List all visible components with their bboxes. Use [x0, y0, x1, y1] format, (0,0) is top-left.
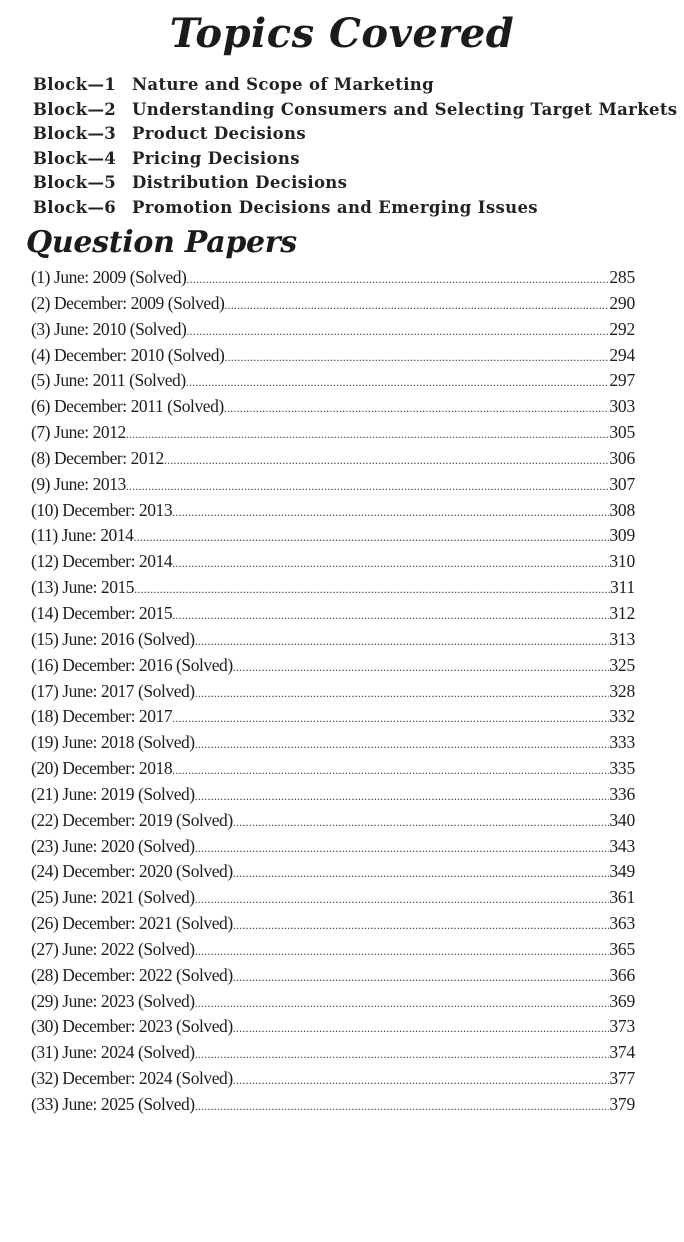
dot-leader	[195, 1042, 610, 1068]
block-item	[33, 73, 673, 98]
page-number: 328	[609, 680, 635, 701]
page-number: 285	[609, 267, 635, 287]
question-paper-entry	[31, 859, 635, 885]
question-paper-label: (28) December: 2022 (Solved)	[31, 964, 233, 985]
question-paper-label: (24) December: 2020 (Solved)	[31, 861, 233, 882]
block-item	[33, 147, 673, 172]
dot-leader	[233, 965, 610, 991]
question-paper-entry	[31, 627, 635, 653]
question-paper-label: (11) June: 2014	[31, 525, 134, 546]
question-paper-entry	[31, 394, 635, 420]
page-number: 361	[609, 887, 635, 908]
page-title: Topics Covered	[169, 10, 515, 57]
dot-leader	[195, 1094, 610, 1120]
question-paper-entry	[31, 808, 635, 834]
page-number: 377	[609, 1068, 635, 1089]
question-paper-entry	[31, 343, 635, 369]
question-paper-entry	[31, 937, 635, 963]
page-number: 312	[609, 602, 635, 623]
page-number: 332	[609, 706, 635, 727]
dot-leader	[233, 1068, 610, 1094]
page-number: 379	[609, 1094, 635, 1114]
question-paper-entry	[31, 601, 635, 627]
dot-leader	[195, 784, 610, 810]
dot-leader	[172, 551, 609, 577]
block-label: Block—3	[33, 124, 117, 144]
question-paper-entry	[31, 472, 635, 498]
question-paper-list	[31, 265, 635, 1118]
question-paper-label: (20) December: 2018	[31, 758, 173, 779]
page-number: 336	[609, 783, 635, 804]
block-title: Nature and Scope of Marketing	[132, 75, 435, 94]
question-paper-label: (33) June: 2025 (Solved)	[31, 1094, 195, 1114]
question-paper-entry	[31, 368, 635, 394]
block-item	[33, 122, 673, 147]
question-paper-label: (8) December: 2012	[31, 447, 164, 468]
question-paper-label: (26) December: 2021 (Solved)	[31, 913, 233, 934]
block-label: Block—4	[33, 148, 117, 168]
question-paper-entry	[31, 963, 635, 989]
dot-leader	[186, 267, 609, 293]
question-paper-label: (2) December: 2009 (Solved)	[31, 292, 225, 313]
page-number: 325	[609, 654, 635, 675]
page-number: 311	[609, 577, 635, 598]
question-paper-label: (13) June: 2015	[31, 577, 135, 598]
question-paper-label: (12) December: 2014	[31, 551, 173, 572]
page-number: 343	[609, 835, 635, 856]
question-paper-entry	[31, 704, 635, 730]
dot-leader	[195, 939, 610, 965]
dot-leader	[233, 655, 610, 681]
question-paper-entry	[31, 549, 635, 575]
question-paper-label: (25) June: 2021 (Solved)	[31, 887, 195, 908]
question-paper-entry	[31, 265, 635, 291]
question-paper-entry	[31, 446, 635, 472]
dot-leader	[172, 500, 609, 526]
page-number: 292	[609, 318, 635, 339]
question-paper-entry	[31, 756, 635, 782]
dot-leader	[195, 887, 610, 913]
page-number: 335	[609, 758, 635, 779]
block-label: Block—5	[33, 173, 117, 193]
question-paper-label: (23) June: 2020 (Solved)	[31, 835, 195, 856]
question-paper-label: (31) June: 2024 (Solved)	[31, 1042, 195, 1063]
page-number: 340	[609, 809, 635, 830]
question-paper-label: (21) June: 2019 (Solved)	[31, 783, 195, 804]
question-paper-label: (32) December: 2024 (Solved)	[31, 1068, 233, 1089]
question-paper-entry	[31, 317, 635, 343]
question-paper-entry	[31, 523, 635, 549]
question-paper-entry	[31, 498, 635, 524]
dot-leader	[233, 861, 610, 887]
dot-leader	[195, 732, 610, 758]
block-title: Pricing Decisions	[132, 148, 300, 168]
page-number: 309	[609, 525, 635, 546]
question-paper-label: (9) June: 2013	[31, 473, 126, 494]
block-title: Understanding Consumers and Selecting Target Markets	[132, 99, 678, 119]
question-paper-label: (29) June: 2023 (Solved)	[31, 990, 195, 1011]
page-number: 373	[609, 1016, 635, 1037]
page-number: 297	[609, 370, 635, 391]
dot-leader	[126, 422, 610, 448]
block-list	[33, 73, 678, 221]
dot-leader	[224, 293, 609, 319]
question-paper-entry	[31, 575, 635, 601]
question-paper-entry	[31, 1092, 635, 1118]
dot-leader	[172, 706, 609, 732]
block-title: Distribution Decisions	[132, 173, 348, 193]
dot-leader	[195, 836, 610, 862]
question-paper-entry	[31, 679, 635, 705]
question-paper-label: (6) December: 2011 (Solved)	[31, 396, 224, 417]
page-number: 308	[609, 499, 635, 520]
page-number: 363	[609, 913, 635, 934]
question-paper-label: (1) June: 2009 (Solved)	[31, 267, 187, 287]
question-paper-entry	[31, 1014, 635, 1040]
section-heading: Question Papers	[26, 225, 297, 260]
page-number: 303	[609, 396, 635, 417]
page-number: 365	[609, 938, 635, 959]
dot-leader	[186, 370, 610, 396]
question-paper-entry	[31, 782, 635, 808]
page-number: 349	[609, 861, 635, 882]
page-number: 306	[609, 447, 635, 468]
block-label: Block—1	[33, 75, 117, 94]
question-paper-label: (15) June: 2016 (Solved)	[31, 628, 195, 649]
question-paper-label: (7) June: 2012	[31, 422, 126, 443]
dot-leader	[172, 603, 609, 629]
question-paper-label: (19) June: 2018 (Solved)	[31, 732, 195, 753]
question-paper-label: (5) June: 2011 (Solved)	[31, 370, 186, 391]
page-number: 310	[609, 551, 635, 572]
question-paper-entry	[31, 1040, 635, 1066]
dot-leader	[133, 525, 609, 551]
question-paper-label: (3) June: 2010 (Solved)	[31, 318, 187, 339]
question-paper-label: (4) December: 2010 (Solved)	[31, 344, 225, 365]
page-number: 290	[609, 292, 635, 313]
question-paper-entry	[31, 653, 635, 679]
dot-leader	[233, 810, 610, 836]
question-paper-label: (30) December: 2023 (Solved)	[31, 1016, 233, 1037]
question-paper-entry	[31, 420, 635, 446]
question-paper-entry	[31, 834, 635, 860]
question-paper-entry	[31, 1066, 635, 1092]
dot-leader	[195, 629, 610, 655]
dot-leader	[224, 396, 610, 422]
page-number: 369	[609, 990, 635, 1011]
block-item	[33, 98, 678, 123]
block-item	[33, 196, 673, 221]
dot-leader	[233, 913, 610, 939]
dot-leader	[195, 991, 610, 1017]
page-number: 313	[609, 628, 635, 649]
question-paper-entry	[31, 730, 635, 756]
question-paper-label: (14) December: 2015	[31, 602, 173, 623]
question-paper-label: (16) December: 2016 (Solved)	[31, 654, 233, 675]
dot-leader	[186, 319, 609, 345]
dot-leader	[126, 474, 610, 500]
dot-leader	[224, 345, 609, 371]
page-number: 307	[609, 473, 635, 494]
page-number: 305	[609, 422, 635, 443]
page-number: 374	[609, 1042, 635, 1063]
block-label: Block—2	[33, 99, 117, 119]
question-paper-entry	[31, 989, 635, 1015]
question-paper-label: (17) June: 2017 (Solved)	[31, 680, 195, 701]
question-paper-label: (10) December: 2013	[31, 499, 173, 520]
block-title: Promotion Decisions and Emerging Issues	[132, 197, 538, 217]
question-paper-entry	[31, 911, 635, 937]
question-paper-label: (22) December: 2019 (Solved)	[31, 809, 233, 830]
question-paper-label: (18) December: 2017	[31, 706, 173, 727]
block-item	[33, 171, 673, 196]
page-number: 366	[609, 964, 635, 985]
dot-leader	[164, 448, 610, 474]
dot-leader	[195, 681, 610, 707]
dot-leader	[233, 1016, 610, 1042]
page-number: 333	[609, 732, 635, 753]
question-paper-label: (27) June: 2022 (Solved)	[31, 938, 195, 959]
question-paper-entry	[31, 291, 635, 317]
dot-leader	[172, 758, 609, 784]
block-label: Block—6	[33, 197, 117, 217]
block-title: Product Decisions	[132, 124, 306, 144]
dot-leader	[134, 577, 610, 603]
question-paper-entry	[31, 885, 635, 911]
page-number: 294	[609, 344, 635, 365]
